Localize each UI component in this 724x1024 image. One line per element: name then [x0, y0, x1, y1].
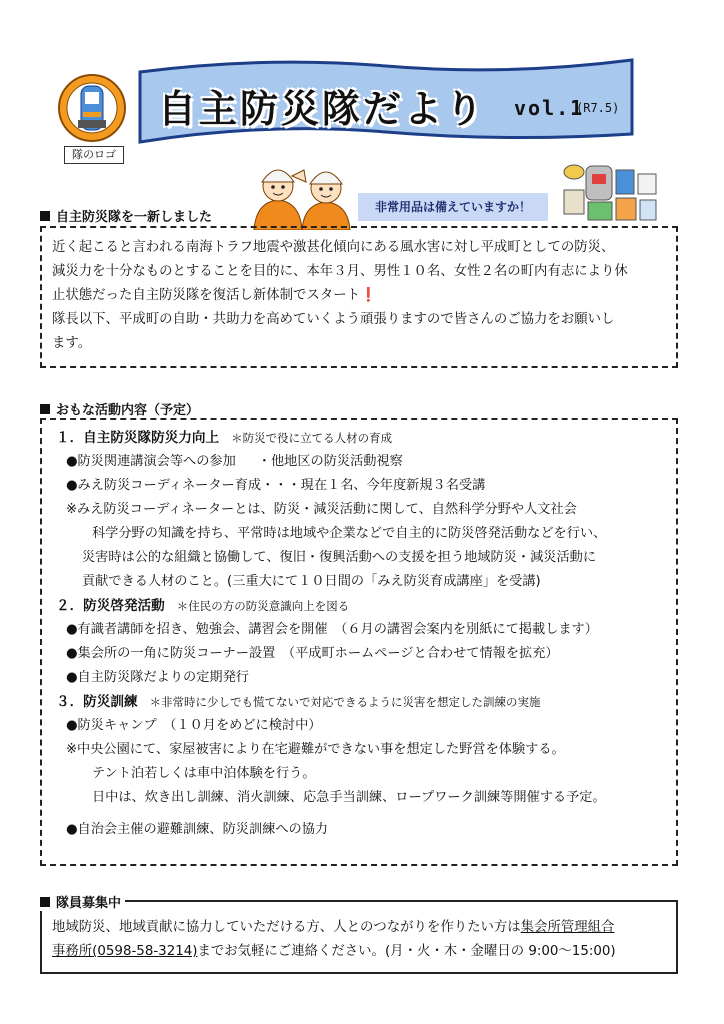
description-line: ※中央公園にて、家屋被害により在宅避難ができない事を想定した野営を体験する。	[66, 742, 565, 757]
section1-line: 減災力を十分なものとすることを目的に、本年３月、男性１０名、女性２名の町内有志により休	[52, 264, 628, 279]
recruit-line-1: 地域防災、地域貢献に協力していただける方、人とのつながりを作りたい方は集会所管理組合	[52, 920, 615, 935]
list-item: ●防災キャンプ （１０月をめどに検討中）	[66, 718, 322, 733]
list-item: ●防災関連講演会等への参加 ・他地区の防災活動視察	[66, 454, 403, 469]
section1-heading: 自主防災隊を一新しました	[40, 206, 216, 225]
description-line: ※みえ防災コーディネーターとは、防災・減災活動に関して、自然科学分野や人文社会	[66, 502, 577, 517]
page-title: 自主防災隊だより	[158, 87, 487, 131]
description-line: 災害時は公的な組織と協働して、復旧・復興活動への支援を担う地域防災・減災活動に	[82, 550, 597, 565]
section2-box	[40, 418, 678, 866]
square-bullet-icon	[40, 211, 50, 221]
section1-line: ます。	[52, 336, 92, 351]
section1-line: 隊長以下、平成町の自助・共助力を高めていくよう頑張りますので皆さんのご協力をお願いし	[52, 312, 615, 327]
contact-office-link: 集会所管理組合	[520, 920, 615, 935]
activity-item-1: １．自主防災隊防災力向上 ＊防災で役に立てる人材の育成	[56, 430, 393, 446]
description-line: テント泊若しくは車中泊体験を行う。	[92, 766, 316, 781]
list-item: ●自治会主催の避難訓練、防災訓練への協力	[66, 822, 329, 837]
supplies-label: 非常用品は備えていますか！	[358, 193, 548, 221]
emergency-supplies-illustration	[560, 160, 660, 226]
section1-line: 近く起こると言われる南海トラフ地震や激甚化傾向にある風水害に対し平成町としての防災、	[52, 240, 615, 255]
volume-label: vol.1	[514, 96, 585, 120]
square-bullet-icon	[40, 404, 50, 414]
list-item: ●集会所の一角に防災コーナー設置 （平成町ホームページと合わせて情報を拡充）	[66, 646, 559, 661]
description-line: 科学分野の知識を持ち、平常時は地域や企業などで自主的に防災啓発活動などを行い、	[92, 526, 607, 541]
list-item: ●自主防災隊だよりの定期発行	[66, 670, 249, 685]
activity-item-3: ３．防災訓練 ＊非常時に少しでも慌てないで対応できるように災害を想定した訓練の実施	[56, 694, 541, 710]
activity-item-2: ２．防災啓発活動 ＊住民の方の防災意識向上を図る	[56, 598, 350, 614]
issue-date: (R7.5)	[576, 101, 620, 115]
list-item: ●みえ防災コーディネーター育成・・・現在１名、今年度新規３名受講	[66, 478, 486, 493]
section3-heading: 隊員募集中	[40, 892, 125, 911]
section1-box	[40, 226, 678, 368]
staff-member-right	[302, 172, 350, 230]
list-item: ●有識者講師を招き、勉強会、講習会を開催 （６月の講習会案内を別紙にて掲載します）	[66, 622, 598, 637]
section1-line: 止状態だった自主防災隊を復活し新体制でスタート❗	[52, 288, 377, 303]
section3-box	[40, 900, 678, 974]
description-line: 日中は、炊き出し訓練、消火訓練、応急手当訓練、ロープワーク訓練等開催する予定。	[92, 790, 606, 805]
logo-caption: 隊のロゴ	[64, 146, 124, 164]
contact-phone: 事務所(0598-58-3214)	[52, 944, 198, 959]
section2-heading: おもな活動内容（予定）	[40, 399, 203, 418]
description-line: 貢献できる人材のこと。(三重大にて１０日間の「みえ防災育成講座」を受講)	[82, 574, 541, 589]
staff-member-left	[254, 170, 306, 230]
team-logo-icon	[56, 72, 128, 144]
recruit-line-2: 事務所(0598-58-3214)までお気軽にご連絡ください。(月・火・木・金曜日の 9:00～15:00)	[52, 944, 616, 959]
disaster-staff-illustration	[246, 152, 356, 230]
square-bullet-icon	[40, 897, 50, 907]
team-logo	[56, 72, 128, 144]
